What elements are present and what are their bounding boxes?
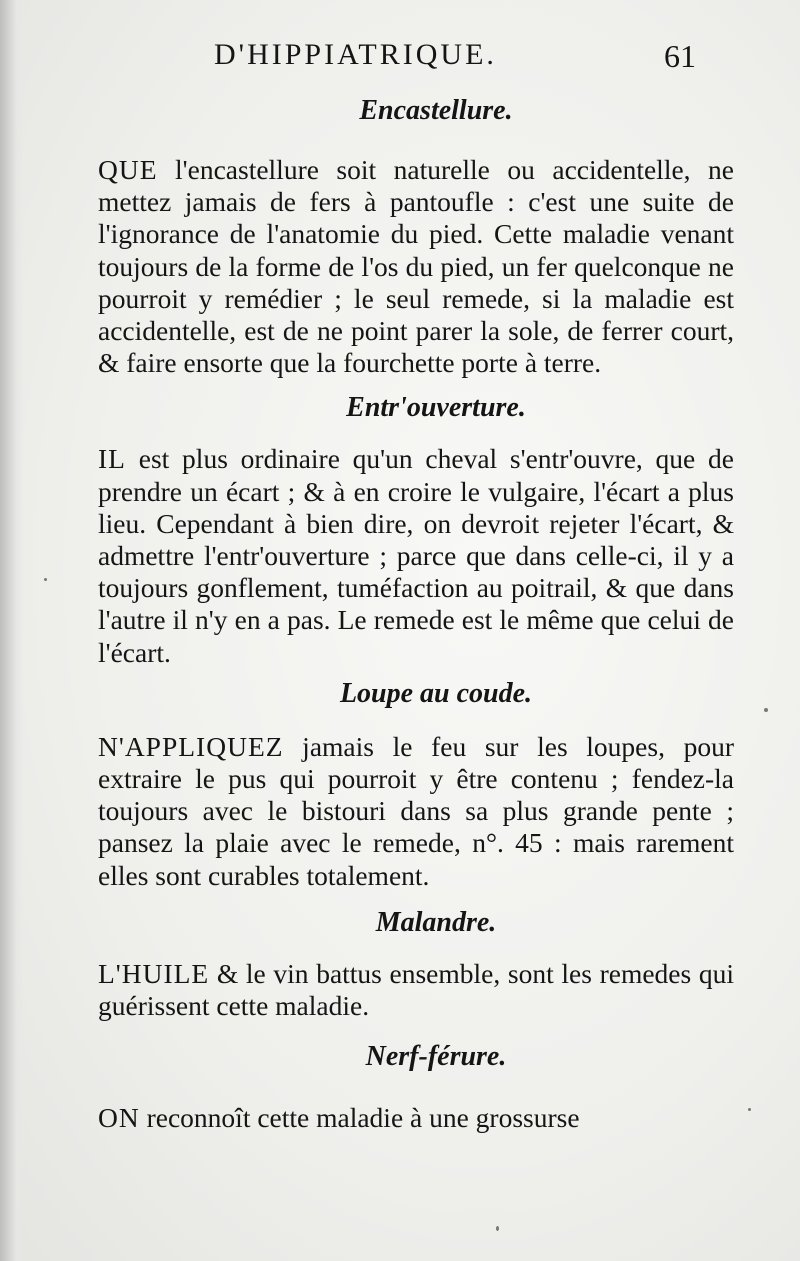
running-title: D'HIPPIATRIQUE. xyxy=(214,38,497,71)
section-paragraph-malandre xyxy=(98,958,734,1022)
paragraph-lead-word: L'HUILE xyxy=(98,957,210,989)
paragraph-lead-word: QUE xyxy=(98,154,158,185)
paper-speck xyxy=(44,578,47,581)
paper-speck xyxy=(748,1108,751,1111)
paragraph-lead-word: N'APPLIQUEZ xyxy=(98,730,284,762)
paragraph-lead-word: IL xyxy=(98,443,126,475)
paper-speck xyxy=(496,1226,499,1231)
section-heading-encastellure: Encastellure. xyxy=(359,95,513,126)
section-heading-malandre: Malandre. xyxy=(375,906,497,938)
paragraph-text: jamais le feu sur les loupes, pour extraire le pus qui pourroit y être contenu ; fendez-la toujours avec le bistouri dans sa plus grande pente ; pansez la plaie avec le remede, n°. 45 : mais rarement elles sont curables totalement. xyxy=(98,730,734,891)
paragraph-text: l'encastellure soit naturelle ou accidentelle, ne mettez jamais de fers à pantoufle : c'est une suite de l'ignorance de l'anatomie du pied. Cette maladie venant toujours de la forme de l'os du pied, un fer quelconque ne pourroit y remédier ; le seul remede, si la maladie est accidentelle, est de ne point parer la sole, de ferrer court, & faire ensorte que la fourchette porte à terre. xyxy=(98,154,734,379)
page-number: 61 xyxy=(664,38,696,74)
section-paragraph-loupe-au-coude xyxy=(98,731,734,892)
paragraph-text: est plus ordinaire qu'un cheval s'entr'ouvre, que de prendre un écart ; & à en croire le vulgaire, l'écart a plus lieu. Cependant à bien dire, on devroit rejeter l'écart, & admettre l'entr'ouverture ; parce que dans celle-ci, il y a toujours gonflement, tuméfaction au poitrail, & que dans l'autre il n'y en a pas. Le remede est le même que celui de l'écart. xyxy=(98,443,734,668)
section-heading-loupe-au-coude: Loupe au coude. xyxy=(339,677,533,709)
paper-speck xyxy=(764,708,768,712)
section-paragraph-nerf-ferure xyxy=(98,1102,734,1134)
section-paragraph-encastellure xyxy=(98,154,734,379)
section-paragraph-entrouverture xyxy=(98,443,734,668)
section-heading-nerf-ferure: Nerf-férure. xyxy=(365,1041,507,1073)
section-heading-entrouverture: Entr'ouverture. xyxy=(346,392,526,424)
paragraph-text: & le vin battus ensemble, sont les remedes qui guérissent cette maladie. xyxy=(98,957,734,1022)
page-header xyxy=(0,38,800,82)
page-body xyxy=(98,92,734,1134)
paragraph-lead-word: ON xyxy=(98,1102,140,1134)
page-gutter-shadow xyxy=(0,0,24,1261)
paragraph-text: reconnoît cette maladie à une grossurse xyxy=(139,1102,580,1134)
